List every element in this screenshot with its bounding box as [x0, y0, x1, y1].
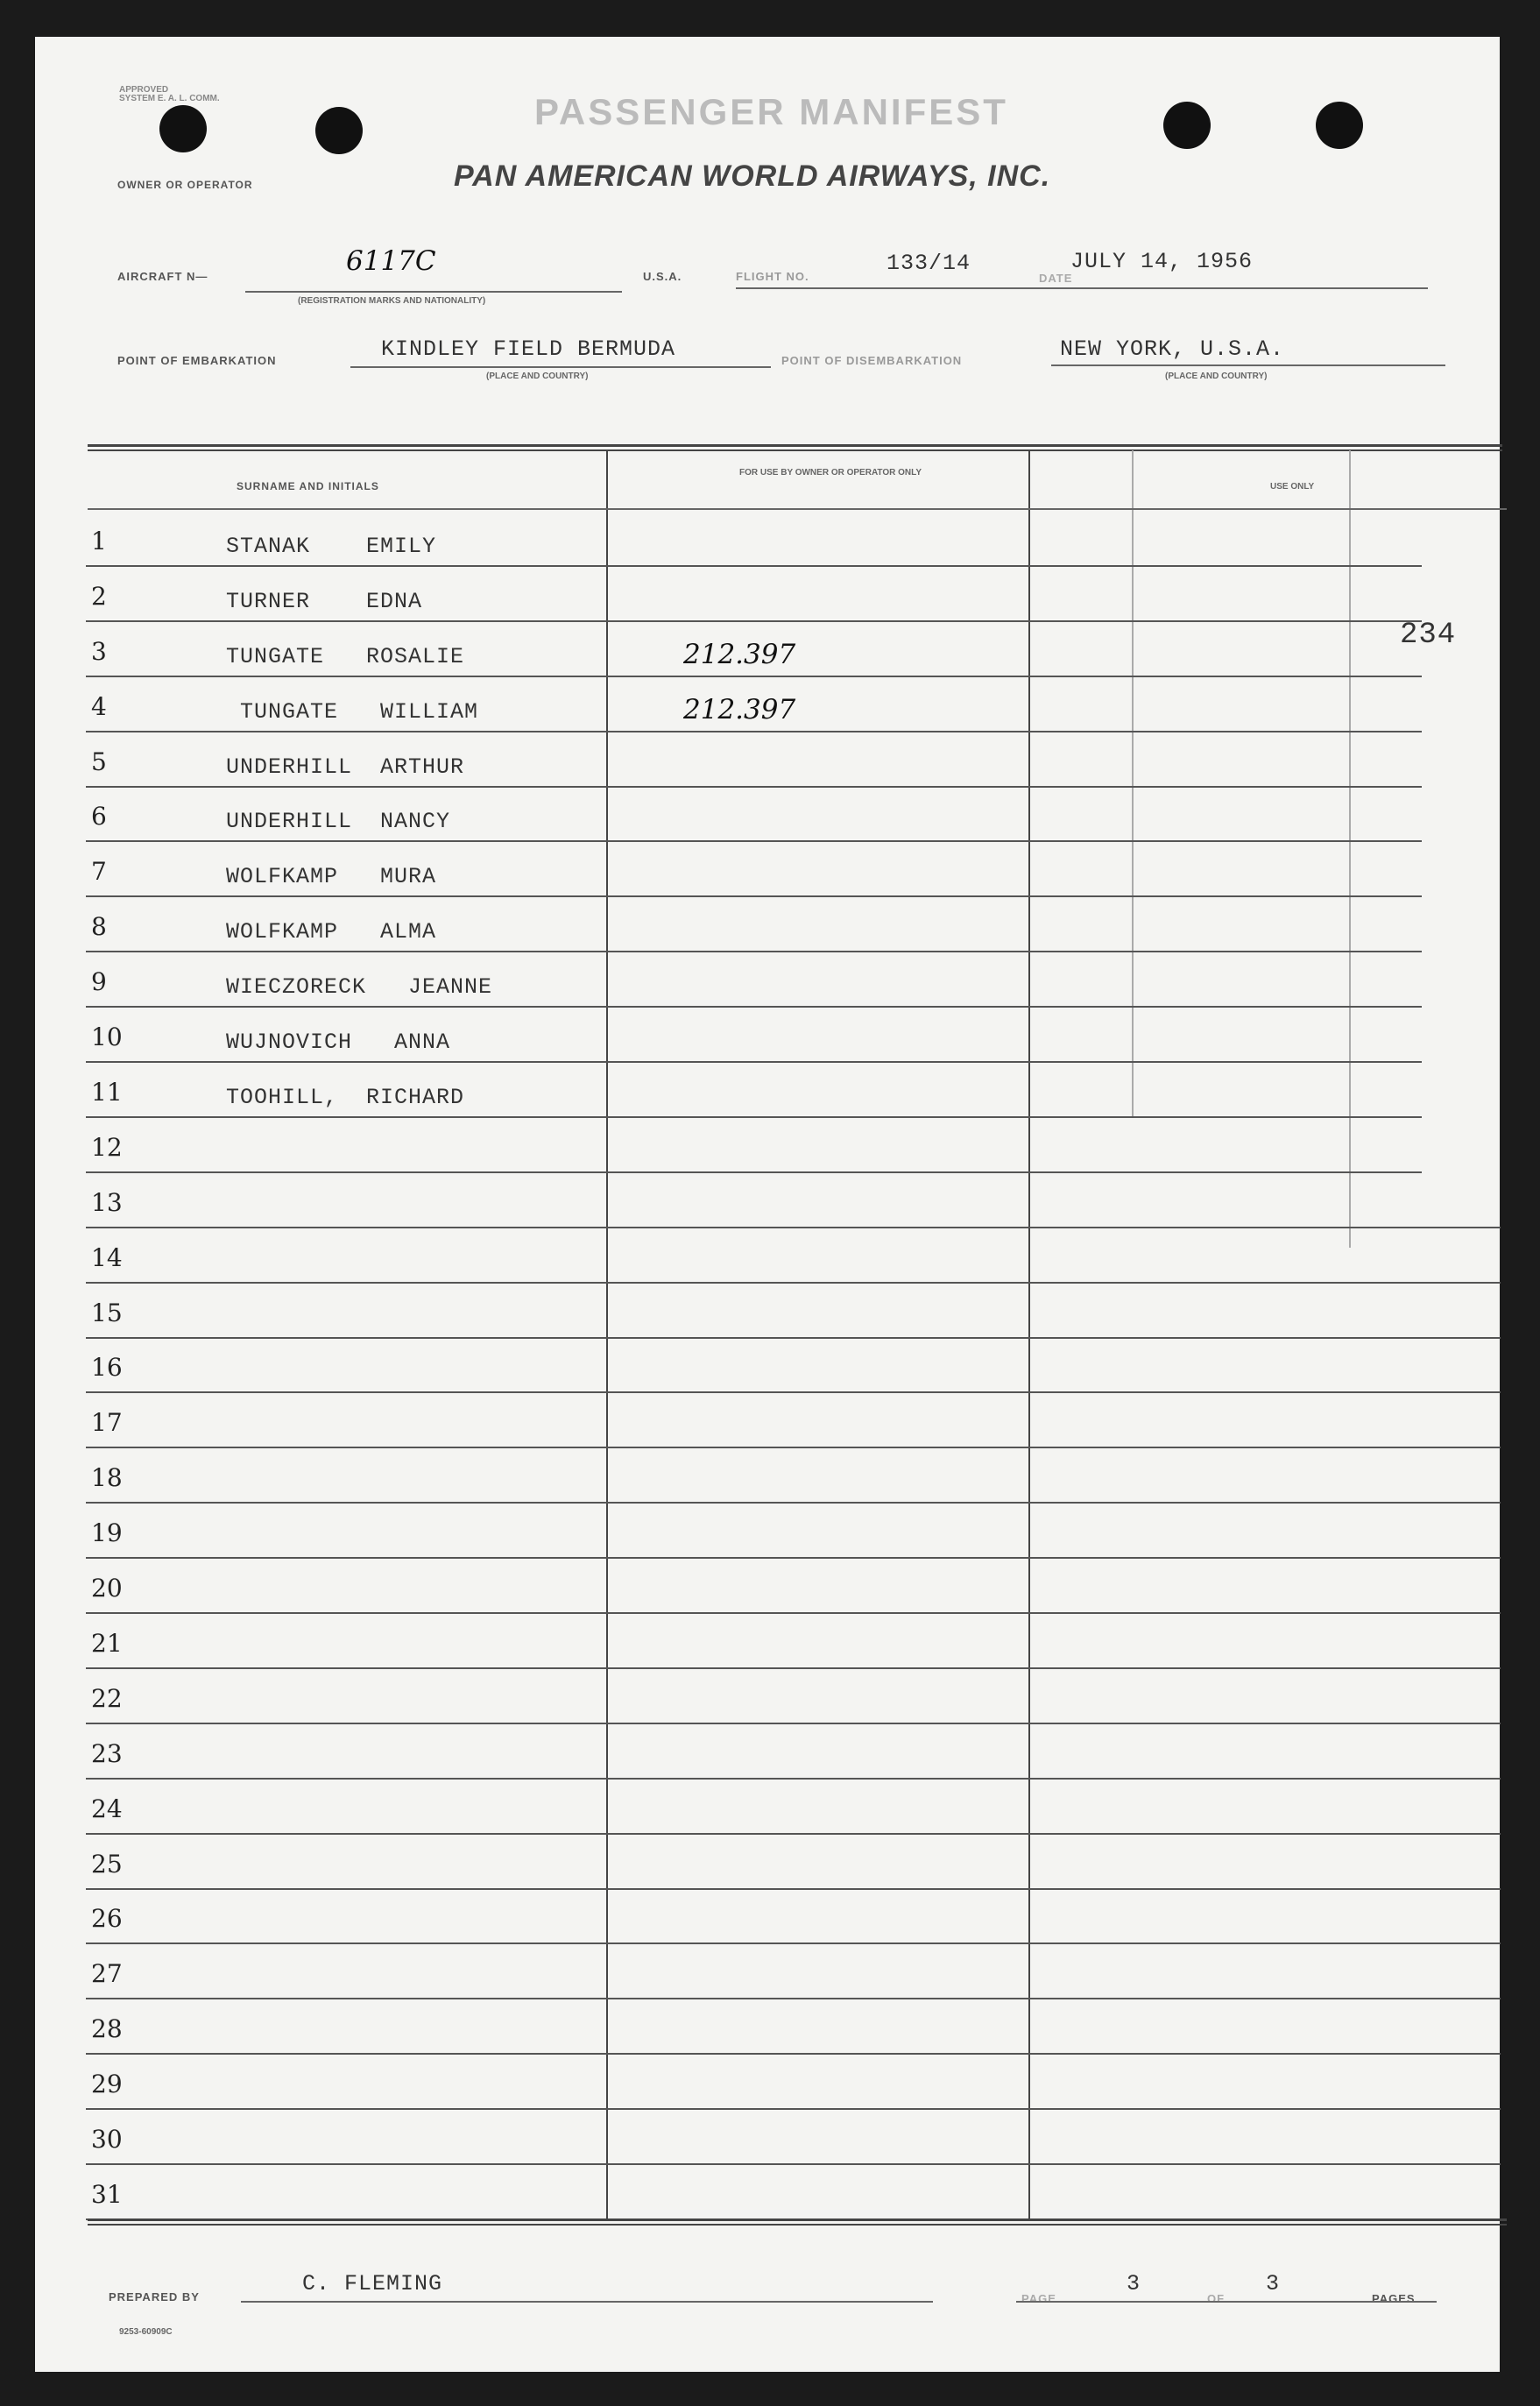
row-number: 19: [91, 1518, 123, 1547]
row-rule: [86, 786, 1422, 788]
flight-no-value: 133/14: [887, 251, 971, 276]
row-rule: [86, 565, 1422, 567]
row-rule: [86, 1502, 1501, 1504]
table-bottom-rule: [88, 2218, 1507, 2221]
row-number: 18: [91, 1463, 123, 1492]
disembarkation-value: NEW YORK, U.S.A.: [1060, 336, 1285, 362]
table-top-rule: [88, 444, 1502, 447]
table-top-rule: [88, 449, 1502, 451]
passenger-name: TOOHILL, RICHARD: [226, 1085, 465, 1110]
row-number: 31: [91, 2180, 123, 2209]
punch-hole: [1163, 102, 1211, 149]
row-rule: [86, 2108, 1501, 2110]
row-rule: [86, 1006, 1422, 1008]
embarkation-underline: [350, 366, 771, 368]
row-number: 21: [91, 1629, 123, 1658]
row-number: 26: [91, 1904, 123, 1933]
row-rule: [86, 1833, 1501, 1835]
passenger-name: STANAK EMILY: [226, 534, 437, 559]
row-rule: [86, 1942, 1501, 1944]
row-number: 4: [91, 692, 107, 721]
row-rule: [86, 1778, 1501, 1780]
operator-code: 212.397: [683, 694, 796, 725]
row-rule: [86, 840, 1422, 842]
row-rule: [86, 620, 1422, 622]
date-label: DATE: [1039, 272, 1073, 285]
column-header-name: SURNAME AND INITIALS: [237, 480, 379, 492]
document-title: PASSENGER MANIFEST: [534, 91, 1008, 132]
row-rule: [86, 1723, 1501, 1724]
row-number: 30: [91, 2125, 123, 2154]
row-number: 28: [91, 2014, 123, 2043]
embarkation-value: KINDLEY FIELD BERMUDA: [381, 336, 676, 362]
approved-stamp-line: APPROVED: [119, 85, 169, 95]
usa-label: U.S.A.: [643, 270, 682, 283]
row-number: 23: [91, 1739, 123, 1768]
passenger-name: TUNGATE ROSALIE: [226, 644, 465, 669]
manifest-sheet: [35, 37, 1500, 2372]
row-number: 10: [91, 1023, 123, 1051]
punch-hole: [315, 107, 363, 154]
punch-hole: [1316, 102, 1363, 149]
passenger-name: TUNGATE WILLIAM: [226, 699, 479, 725]
prepared-by-value: C. FLEMING: [302, 2271, 443, 2296]
row-number: 27: [91, 1959, 123, 1988]
row-rule: [86, 1612, 1501, 1614]
approved-stamp: [119, 86, 220, 103]
row-rule: [86, 951, 1422, 952]
page-underline: [1016, 2301, 1437, 2303]
row-rule: [86, 1557, 1501, 1559]
row-number: 1: [91, 527, 107, 556]
row-rule: [86, 2163, 1501, 2165]
row-number: 11: [91, 1078, 123, 1107]
disembarkation-underline: [1051, 364, 1445, 366]
row-number: 24: [91, 1794, 123, 1823]
row-rule: [86, 1998, 1501, 1999]
passenger-name: WUJNOVICH ANNA: [226, 1030, 451, 1055]
row-number: 5: [91, 747, 107, 776]
of-label: OF: [1207, 2292, 1226, 2305]
of-value: 3: [1266, 2271, 1281, 2296]
embarkation-sub-label: (PLACE AND COUNTRY): [486, 372, 589, 381]
owner-value: PAN AMERICAN WORLD AIRWAYS, INC.: [454, 159, 1051, 193]
passenger-name: UNDERHILL ARTHUR: [226, 754, 465, 780]
row-rule: [86, 731, 1422, 732]
page-value: 3: [1127, 2271, 1141, 2296]
table-bottom-rule: [88, 2224, 1507, 2226]
row-rule: [86, 1391, 1501, 1393]
approved-stamp-line: SYSTEM E. A. L. COMM.: [119, 94, 220, 103]
row-number: 22: [91, 1684, 123, 1713]
aircraft-value: 6117C: [346, 245, 436, 277]
column-header-use: USE ONLY: [1270, 482, 1315, 492]
owner-label: OWNER OR OPERATOR: [117, 179, 253, 191]
operator-code: 212.397: [683, 639, 796, 670]
header-rule: [88, 508, 1507, 510]
aircraft-label: AIRCRAFT N—: [117, 270, 208, 283]
row-number: 12: [91, 1133, 123, 1162]
row-number: 7: [91, 857, 107, 886]
passenger-name: TURNER EDNA: [226, 589, 423, 614]
row-number: 8: [91, 912, 107, 941]
prepared-by-label: PREPARED BY: [109, 2290, 200, 2303]
disembarkation-sub-label: (PLACE AND COUNTRY): [1165, 372, 1268, 381]
passenger-name: WOLFKAMP ALMA: [226, 919, 437, 945]
flight-underline: [736, 287, 1428, 289]
side-note: 234: [1400, 619, 1457, 652]
row-number: 25: [91, 1850, 123, 1879]
passenger-name: WIECZORECK JEANNE: [226, 974, 493, 1000]
row-number: 2: [91, 582, 107, 611]
row-rule: [86, 2053, 1501, 2055]
pages-label: PAGES: [1372, 2292, 1416, 2305]
page-label: PAGE: [1021, 2292, 1056, 2305]
aircraft-underline: [245, 291, 622, 293]
row-rule: [86, 1061, 1422, 1063]
row-number: 16: [91, 1353, 123, 1382]
row-number: 29: [91, 2070, 123, 2098]
row-rule: [86, 1447, 1501, 1448]
row-number: 17: [91, 1408, 123, 1437]
aircraft-sub-label: (REGISTRATION MARKS AND NATIONALITY): [298, 296, 486, 306]
row-number: 13: [91, 1188, 123, 1217]
date-value: JULY 14, 1956: [1070, 249, 1254, 274]
row-rule: [86, 1667, 1501, 1669]
flight-no-label: FLIGHT NO.: [736, 270, 809, 283]
row-number: 3: [91, 637, 107, 666]
passenger-name: WOLFKAMP MURA: [226, 864, 437, 889]
column-divider: [1349, 450, 1351, 1248]
embarkation-label: POINT OF EMBARKATION: [117, 354, 277, 367]
row-rule: [86, 1337, 1501, 1339]
row-rule: [86, 1282, 1501, 1284]
column-divider: [606, 450, 608, 2220]
row-number: 6: [91, 802, 107, 831]
prepared-by-underline: [241, 2301, 933, 2303]
row-number: 15: [91, 1299, 123, 1327]
row-rule: [86, 1227, 1501, 1228]
form-number: 9253-60909C: [119, 2327, 173, 2337]
column-divider: [1132, 450, 1134, 1116]
punch-hole: [159, 105, 207, 152]
row-rule: [86, 676, 1422, 677]
row-rule: [86, 1171, 1422, 1173]
row-number: 14: [91, 1243, 123, 1272]
row-number: 20: [91, 1574, 123, 1603]
disembarkation-label: POINT OF DISEMBARKATION: [781, 354, 963, 367]
column-divider: [1028, 450, 1030, 2220]
passenger-name: UNDERHILL NANCY: [226, 809, 451, 834]
row-number: 9: [91, 967, 107, 996]
row-rule: [86, 1116, 1422, 1118]
row-rule: [86, 1888, 1501, 1890]
row-rule: [86, 895, 1422, 897]
column-header-owner: FOR USE BY OWNER OR OPERATOR ONLY: [739, 468, 922, 478]
